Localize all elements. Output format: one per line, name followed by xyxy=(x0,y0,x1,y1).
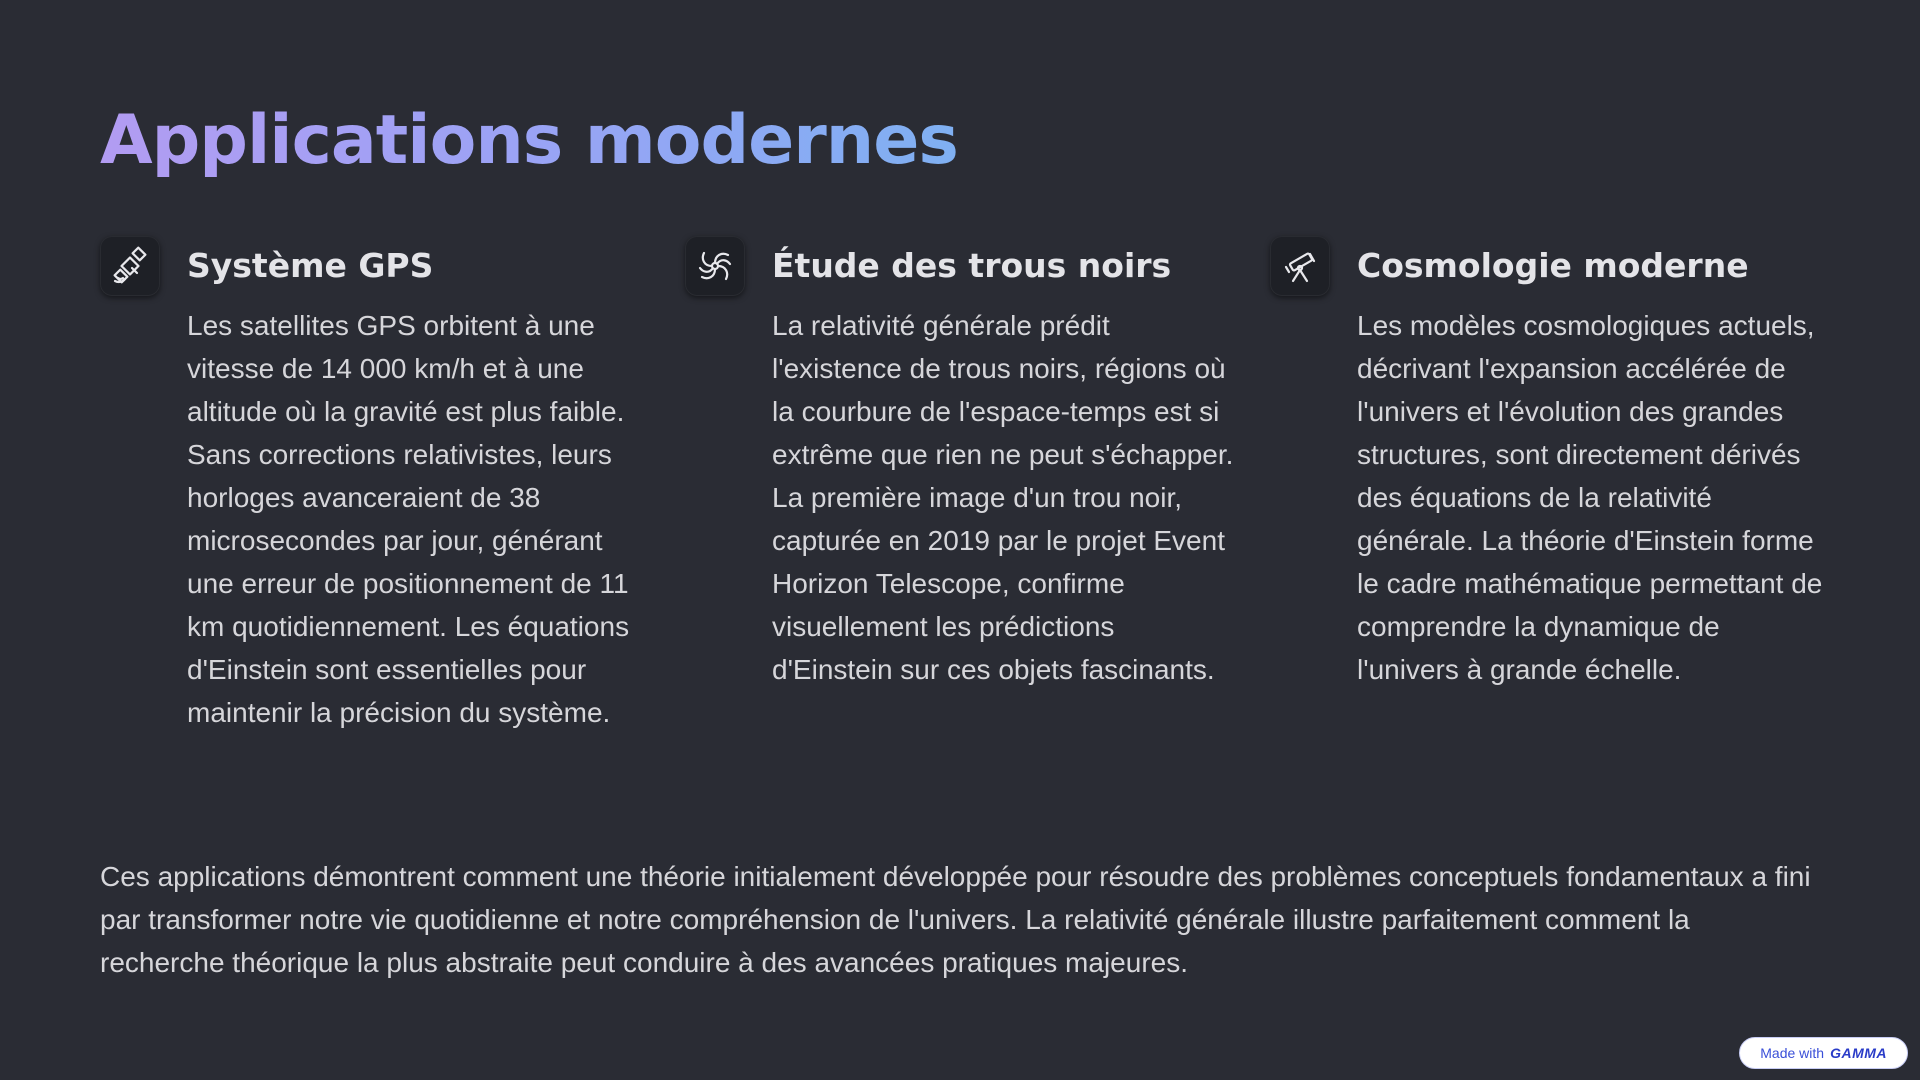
card-black-holes xyxy=(685,236,1245,826)
made-with-gamma-badge[interactable] xyxy=(1739,1037,1908,1069)
summary-paragraph: Ces applications démontrent comment une théorie initialement développée pour résoudre des problèmes conceptuels fondamentaux a fini par transformer notre vie quotidienne et notre compréhension de l'univers. La relativité générale illustre parfaitement comment la recherche théorique la plus abstraite peut conduire à des avancées pratiques majeures. xyxy=(100,861,1811,978)
gamma-logo: GAMMA xyxy=(1830,1045,1887,1061)
card-body: La relativité générale prédit l'existence de trous noirs, régions où la courbure de l'espace-temps est si extrême que rien ne peut s'échapper. La première image d'un trou noir, capturée en 2019 par le projet Event Horizon Telescope, confirme visuellement les prédictions d'Einstein sur ces objets fascinants. xyxy=(772,310,1234,685)
card-cosmology xyxy=(1270,236,1830,826)
card-body: Les satellites GPS orbitent à une vitesse de 14 000 km/h et à une altitude où la gravité est plus faible. Sans corrections relativistes, leurs horloges avanceraient de 38 microsecondes par jour, générant une erreur de positionnement de 11 km quotidiennement. Les équations d'Einstein sont essentielles pour maintenir la précision du système. xyxy=(187,310,630,728)
card-title: Système GPS xyxy=(187,246,434,285)
satellite-icon xyxy=(100,236,160,296)
card-gps xyxy=(100,236,660,826)
badge-prefix: Made with xyxy=(1760,1045,1825,1061)
cards-row xyxy=(100,236,1823,826)
spiral-galaxy-icon xyxy=(685,236,745,296)
card-title: Cosmologie moderne xyxy=(1357,246,1749,285)
telescope-icon xyxy=(1270,236,1330,296)
card-title: Étude des trous noirs xyxy=(772,246,1172,285)
slide-title: Applications modernes xyxy=(100,96,958,186)
card-body: Les modèles cosmologiques actuels, décrivant l'expansion accélérée de l'univers et l'évolution des grandes structures, sont directement dérivés des équations de la relativité générale. La théorie d'Einstein forme le cadre mathématique permettant de comprendre la dynamique de l'univers à grande échelle. xyxy=(1357,310,1823,685)
